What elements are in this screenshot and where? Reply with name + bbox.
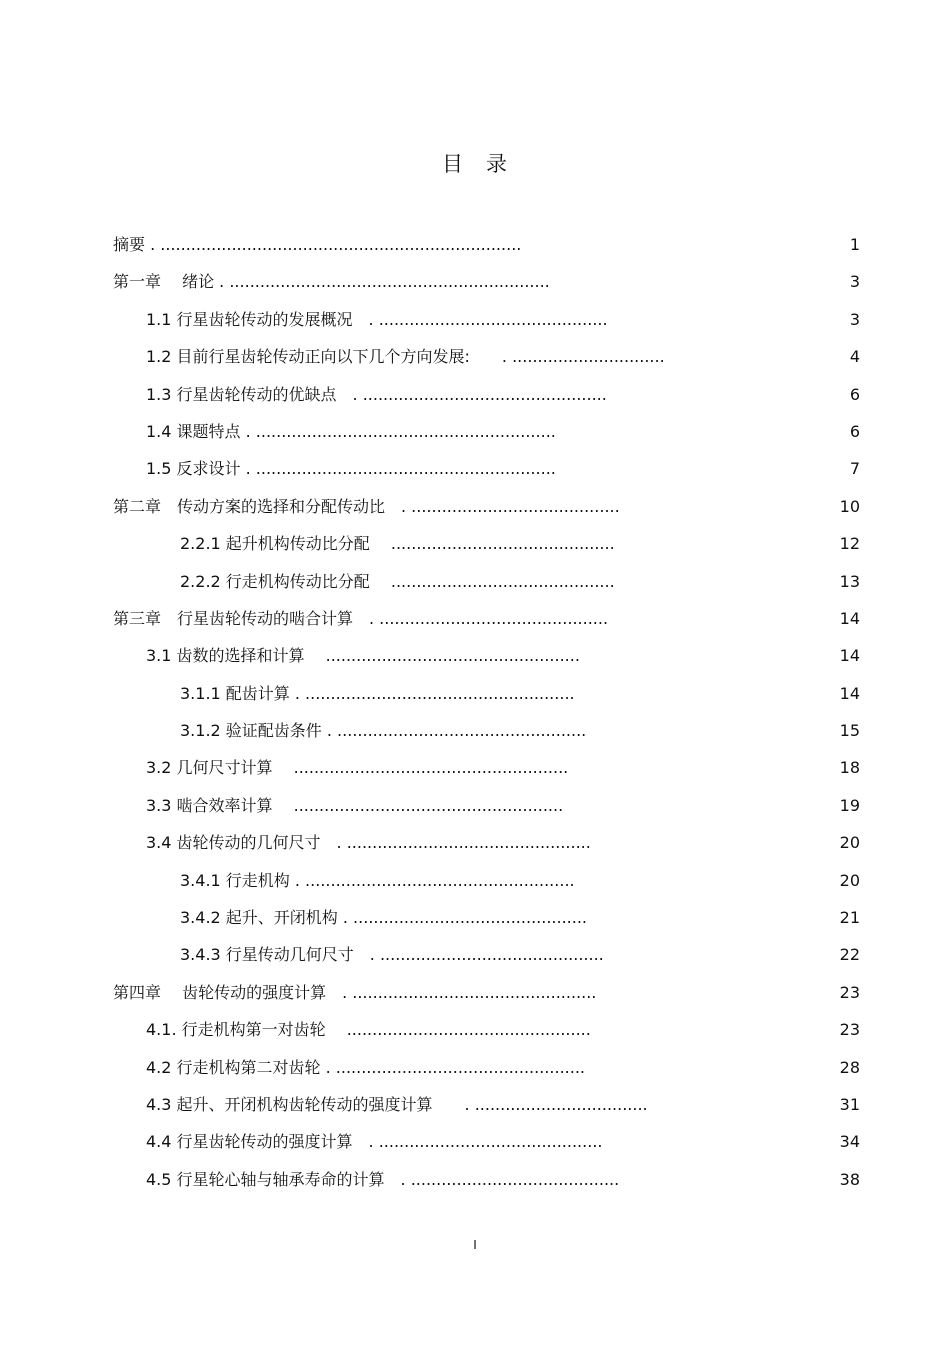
toc-entry-page-number: 13 <box>839 571 860 591</box>
page-number-footer: I <box>473 1238 477 1252</box>
toc-entry-page-number: 22 <box>839 945 860 965</box>
toc-entry-page-number: 12 <box>839 534 860 554</box>
toc-entry[interactable] <box>0 301 950 338</box>
toc-entry-page-number: 38 <box>839 1169 860 1189</box>
toc-entry[interactable] <box>0 1086 950 1123</box>
toc-entry-label: 第三章 行星齿轮传动的啮合计算 . ............................................. <box>113 608 609 628</box>
toc-entry-label: 1.4 课题特点 . ........................................................... <box>146 421 556 441</box>
toc-entry[interactable] <box>0 787 950 824</box>
toc-entry-page-number: 23 <box>839 982 860 1002</box>
toc-entry-page-number: 15 <box>839 721 860 741</box>
toc-entry-page-number: 6 <box>849 421 860 441</box>
toc-entry-page-number: 21 <box>839 908 860 928</box>
toc-entry[interactable] <box>0 1123 950 1160</box>
toc-entry[interactable] <box>0 226 950 263</box>
toc-entry-page-number: 20 <box>839 870 860 890</box>
toc-entry-page-number: 1 <box>849 235 860 254</box>
toc-entry[interactable] <box>0 899 950 936</box>
toc-entry-label: 第二章 传动方案的选择和分配传动比 . ......................................... <box>113 496 620 516</box>
toc-entry[interactable] <box>0 563 950 600</box>
toc-entry-label: 摘要 . ....................................................................... <box>113 235 522 254</box>
toc-entry-label: 第一章 绪论 . ............................................................... <box>113 272 550 292</box>
toc-entry-label: 2.2.2 行走机构传动比分配 ............................................ <box>180 571 615 591</box>
toc-entry-page-number: 14 <box>839 646 860 666</box>
toc-entry-page-number: 14 <box>839 608 860 628</box>
toc-entry-label: 第四章 齿轮传动的强度计算 . ................................................ <box>113 982 597 1002</box>
toc-entry-label: 4.3 起升、开闭机构齿轮传动的强度计算 . .................................. <box>146 1094 648 1114</box>
toc-entry-label: 3.2 几何尺寸计算 ...................................................... <box>146 758 569 778</box>
toc-entry-label: 3.1.1 配齿计算 . ..................................................... <box>180 683 575 703</box>
toc-entry[interactable] <box>0 749 950 786</box>
toc-entry-page-number: 23 <box>839 1020 860 1040</box>
toc-entry[interactable] <box>0 488 950 525</box>
toc-entry-label: 3.3 啮合效率计算 ..................................................... <box>146 795 564 815</box>
toc-entry-page-number: 20 <box>839 833 860 853</box>
toc-entry[interactable] <box>0 376 950 413</box>
toc-entry[interactable] <box>0 675 950 712</box>
toc-entry-page-number: 7 <box>849 459 860 479</box>
toc-entry-label: 1.2 目前行星齿轮传动正向以下几个方向发展: . .............................. <box>146 347 665 367</box>
toc-entry-page-number: 18 <box>839 758 860 778</box>
toc-entry-label: 1.5 反求设计 . ........................................................... <box>146 459 556 479</box>
toc-entry[interactable] <box>0 824 950 861</box>
toc-entry-label: 3.4.3 行星传动几何尺寸 . ............................................ <box>180 945 604 965</box>
toc-entry[interactable] <box>0 974 950 1011</box>
toc-entry[interactable] <box>0 338 950 375</box>
toc-entry-page-number: 34 <box>839 1132 860 1152</box>
toc-entry-label: 3.1 齿数的选择和计算 .................................................. <box>146 646 580 666</box>
toc-entry[interactable] <box>0 1011 950 1048</box>
page-title: 目 录 <box>442 152 508 176</box>
toc-entry[interactable] <box>0 862 950 899</box>
toc-entry[interactable] <box>0 600 950 637</box>
toc-entry-page-number: 14 <box>839 683 860 703</box>
toc-entry-label: 3.4.2 起升、开闭机构 . .............................................. <box>180 908 588 928</box>
toc-entry[interactable] <box>0 637 950 674</box>
toc-entry-page-number: 3 <box>849 309 860 329</box>
toc-entry-page-number: 6 <box>849 384 860 404</box>
toc-entry-label: 1.3 行星齿轮传动的优缺点 . ................................................ <box>146 384 607 404</box>
toc-entry-label: 3.1.2 验证配齿条件 . ................................................. <box>180 721 587 741</box>
table-of-contents <box>0 226 950 1198</box>
toc-entry[interactable] <box>0 450 950 487</box>
toc-entry-page-number: 4 <box>849 347 860 367</box>
toc-entry-page-number: 31 <box>839 1094 860 1114</box>
toc-entry-page-number: 10 <box>839 496 860 516</box>
toc-entry-label: 4.1. 行走机构第一对齿轮 ................................................ <box>146 1020 591 1040</box>
toc-entry-page-number: 28 <box>839 1057 860 1077</box>
toc-entry-label: 3.4 齿轮传动的几何尺寸 . ................................................ <box>146 833 591 853</box>
toc-entry-label: 4.2 行走机构第二对齿轮 . ................................................. <box>146 1057 586 1077</box>
toc-entry-page-number: 19 <box>839 795 860 815</box>
toc-entry-label: 3.4.1 行走机构 . ..................................................... <box>180 870 575 890</box>
toc-entry-label: 2.2.1 起升机构传动比分配 ............................................ <box>180 534 615 554</box>
toc-entry-page-number: 3 <box>849 272 860 292</box>
toc-entry[interactable] <box>0 936 950 973</box>
toc-entry-label: 1.1 行星齿轮传动的发展概况 . ............................................. <box>146 309 608 329</box>
toc-entry[interactable] <box>0 525 950 562</box>
toc-entry[interactable] <box>0 1161 950 1198</box>
toc-entry[interactable] <box>0 712 950 749</box>
toc-entry-label: 4.4 行星齿轮传动的强度计算 . ............................................ <box>146 1132 603 1152</box>
toc-entry[interactable] <box>0 263 950 300</box>
toc-entry-label: 4.5 行星轮心轴与轴承寿命的计算 . ......................................... <box>146 1169 620 1189</box>
toc-entry[interactable] <box>0 413 950 450</box>
toc-entry[interactable] <box>0 1049 950 1086</box>
